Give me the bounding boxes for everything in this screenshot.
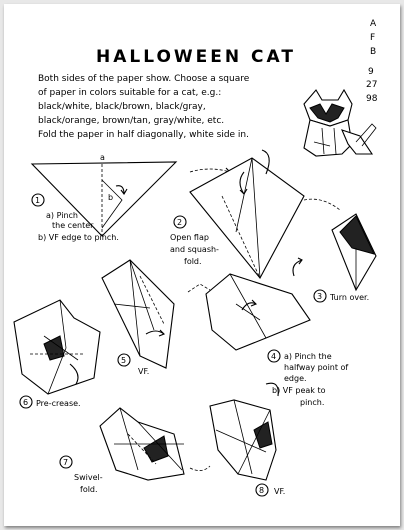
step-4-label [268,350,348,407]
step-1-line-1: a) Pinch [46,211,78,220]
step-8-number: 8 [259,486,265,495]
diagram-sheet [4,4,400,526]
step-4-line-3: edge. [284,374,307,383]
step-1-number: 1 [35,196,41,205]
intro-line-2: of paper in colors suitable for a cat, e.g.: [38,88,222,98]
step-3-line-1: Turn over. [330,293,370,302]
step-6-label [20,396,81,408]
date-day: 27 [366,80,378,90]
step-7-diagram [100,408,184,480]
date-year: 98 [366,94,378,104]
date [366,67,378,104]
fold-letter-a: a [100,153,105,162]
step-8-diagram [210,383,278,480]
step-3-number: 3 [317,292,323,301]
intro-line-1: Both sides of the paper show. Choose a square [38,74,250,84]
author-mark [370,19,377,57]
fold-letter-b: b [108,193,114,202]
flow-arrow-7-8 [190,466,210,471]
intro-line-4: black/orange, brown/tan, gray/white, etc. [38,116,225,126]
author-mark-f: F [370,33,376,43]
intro-line-3: black/white, black/brown, black/gray, [38,102,206,112]
step-3-diagram [293,214,376,290]
step-2-label [170,216,219,266]
step-5-diagram [102,260,174,368]
flow-arrow-1-2 [190,169,230,172]
step-2-line-3: fold. [184,257,202,266]
step-3-label [314,290,369,302]
author-mark-a: A [370,19,377,29]
step-4-line-4: b) VF peak to [272,386,326,395]
date-month: 9 [368,67,374,77]
step-4-line-1: a) Pinch the [284,352,332,361]
step-7-number: 7 [63,458,69,467]
step-8-line-1: VF. [274,487,286,496]
step-6-number: 6 [23,398,29,407]
step-7-line-1: Swivel- [74,473,103,482]
flow-arrow-2-3 [304,199,340,210]
intro-text [38,74,250,140]
step-5-number: 5 [121,356,127,365]
diagram-title: HALLOWEEN CAT [96,47,296,67]
step-8-label [256,484,285,496]
step-4-diagram [188,274,310,350]
step-7-line-2: fold. [80,485,98,494]
step-5-line-1: VF. [138,367,150,376]
step-6-diagram [14,300,100,394]
step-7-label [60,456,103,494]
step-1-line-3: b) VF edge to pinch. [38,233,119,242]
intro-line-5: Fold the paper in half diagonally, white side in. [38,130,249,140]
step-4-number: 4 [271,352,277,361]
author-mark-b: B [370,47,377,57]
step-1-line-2: the center. [52,221,96,230]
diagram-canvas [4,4,400,526]
step-6-line-1: Pre-crease. [36,399,81,408]
step-2-number: 2 [177,218,183,227]
step-2-line-1: Open flap [170,233,209,242]
step-4-line-2: halfway point of [284,363,349,372]
step-4-line-5: pinch. [300,398,325,407]
step-2-line-2: and squash- [170,245,219,254]
